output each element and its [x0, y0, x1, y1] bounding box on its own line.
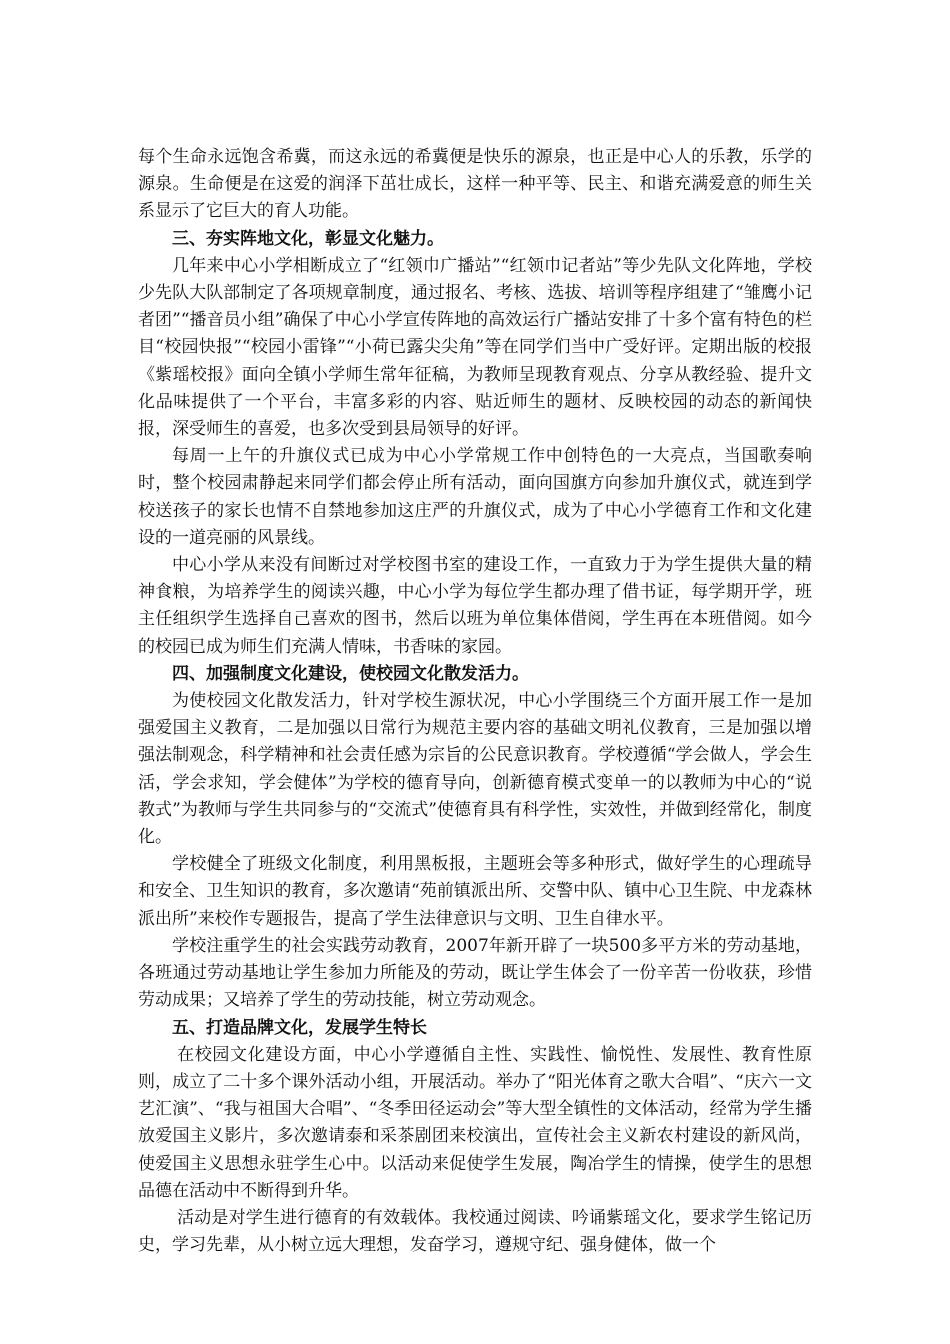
paragraph-9: 活动是对学生进行德育的有效载体。我校通过阅读、吟诵紫瑶文化，要求学生铭记历史，学习先辈，从小树立远大理想，发奋学习，遵规守纪、强身健体，做一个: [138, 1207, 812, 1256]
paragraph-6: 学校健全了班级文化制度，利用黑板报，主题班会等多种形式，做好学生的心理疏导和安全、卫生知识的教育，多次邀请“苑前镇派出所、交警中队、镇中心卫生院、中龙森林派出所”来校作专题报告，提高了学生法律意识与文明、卫生自律水平。: [138, 854, 812, 929]
section-heading-4: 四、加强制度文化建设，使校园文化散发活力。: [172, 663, 529, 684]
paragraph-2: 几年来中心小学相断成立了“红领巾广播站”“红领巾记者站”等少先队文化阵地，学校少先队大队部制定了各项规章制度，通过报名、考核、选拔、培训等程序组建了“雏鹰小记者团”“播音员小组”确保了中心小学宣传阵地的高效运行广播站安排了十多个富有特色的栏目“校园快报”“校园小雷锋”“小荷已露尖尖角”等在同学们当中广受好评。定期出版的校报《紫瑶校报》面向全镇小学师生常年征稿，为教师呈现教育观点、分享从教经验、提升文化品味提供了一个平台，丰富多彩的内容、贴近师生的题材、反映校园的动态的新闻快报，深受师生的喜爱，也多次受到县局领导的好评。: [138, 255, 812, 440]
paragraph-1: 每个生命永远饱含希冀，而这永远的希冀便是快乐的源泉，也正是中心人的乐教，乐学的源泉。生命便是在这爱的润泽下茁壮成长，这样一种平等、民主、和谐充满爱意的师生关系显示了它巨大的育人功能。: [138, 147, 812, 222]
section-heading-5: 五、打造品牌文化，发展学生特长: [172, 1017, 427, 1038]
paragraph-5: 为使校园文化散发活力，针对学校生源状况，中心小学围绕三个方面开展工作一是加强爱国主义教育，二是加强以日常行为规范主要内容的基础文明礼仪教育，三是加强以增强法制观念，科学精神和社会责任感为宗旨的公民意识教育。学校遵循“学会做人，学会生活，学会求知，学会健体”为学校的德育导向，创新德育模式变单一的以教师为中心的“说教式”为教师与学生共同参与的“交流式”使德育具有科学性，实效性，并做到经常化，制度化。: [138, 691, 812, 848]
document-body: [138, 144, 812, 1259]
paragraph-7: 学校注重学生的社会实践劳动教育，2007年新开辟了一块500多平方米的劳动基地，各班通过劳动基地让学生参加力所能及的劳动，既让学生体会了一份辛苦一份收获，珍惜劳动成果；又培养了学生的劳动技能，树立劳动观念。: [138, 935, 812, 1011]
section-heading-3: 三、夯实阵地文化，彰显文化魅力。: [172, 228, 444, 249]
paragraph-4: 中心小学从来没有间断过对学校图书室的建设工作，一直致力于为学生提供大量的精神食粮，为培养学生的阅读兴趣，中心小学为每位学生都办理了借书证，每学期开学，班主任组织学生选择自己喜欢的图书，然后以班为单位集体借阅，学生再在本班借阅。如今的校园已成为师生们充满人情味，书香味的家园。: [138, 555, 812, 657]
paragraph-3: 每周一上午的升旗仪式已成为中心小学常规工作中创特色的一大亮点，当国歌奏响时，整个校园肃静起来同学们都会停止所有活动，面向国旗方向参加升旗仪式，就连到学校送孩子的家长也情不自禁地参加这庄严的升旗仪式，成为了中心小学德育工作和文化建设的一道亮丽的风景线。: [138, 446, 812, 548]
paragraph-8: 在校园文化建设方面，中心小学遵循自主性、实践性、愉悦性、发展性、教育性原则，成立了二十多个课外活动小组，开展活动。举办了“阳光体育之歌大合唱”、“庆六一文艺汇演”、“我与祖国大合唱”、“冬季田径运动会”等大型全镇性的文体活动，经常为学生播放爱国主义影片，多次邀请泰和采茶剧团来校演出，宣传社会主义新农村建设的新风尚，使爱国主义思想永驻学生心中。以活动来促使学生发展，陶冶学生的情操，使学生的思想品德在活动中不断得到升华。: [138, 1044, 812, 1201]
